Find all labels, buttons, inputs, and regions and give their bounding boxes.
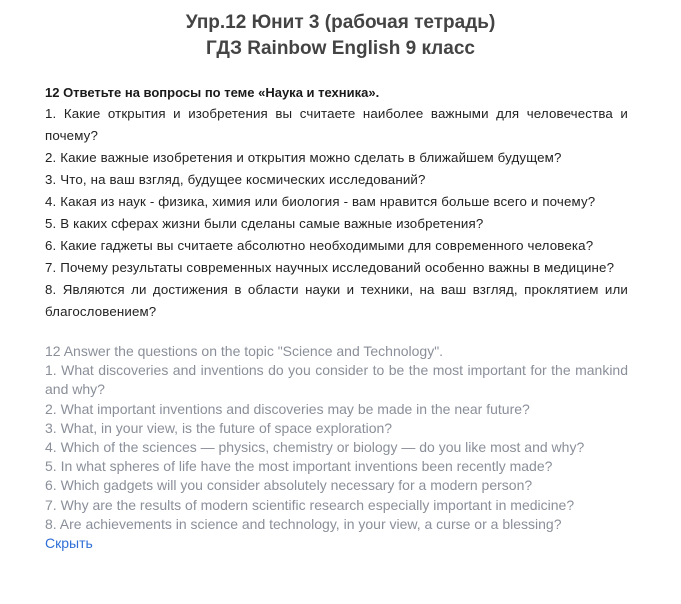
english-task-heading: 12 Answer the questions on the topic "Science and Technology". <box>45 343 444 359</box>
exercise-content <box>45 80 628 553</box>
russian-question: 7. Почему результаты современных научных исследований особенно важны в медицине? <box>45 260 615 275</box>
hide-translation-link[interactable]: Скрыть <box>45 535 93 552</box>
russian-question: 2. Какие важные изобретения и открытия можно сделать в ближайшем будущем? <box>45 150 562 165</box>
english-question: 6. Which gadgets will you consider absolutely necessary for a modern person? <box>45 477 533 494</box>
english-question: 8. Are achievements in science and technology, in your view, a curse or a blessing? <box>45 515 562 532</box>
title-line-1: Упр.12 Юнит 3 (рабочая тетрадь) <box>185 12 496 33</box>
page-title <box>0 10 681 62</box>
english-question: 7. Why are the results of modern scientific research especially important in medicine? <box>45 496 575 513</box>
english-question: 3. What, in your view, is the future of space exploration? <box>45 419 393 436</box>
russian-question-list <box>45 103 628 323</box>
russian-question: 8. Являются ли достижения в области науки и техники, на ваш взгляд, проклятием или благословением? <box>45 282 628 319</box>
russian-question: 4. Какая из наук - физика, химия или биология - вам нравится больше всего и почему? <box>45 194 596 209</box>
title-line-2: ГДЗ Rainbow English 9 класс <box>206 38 475 59</box>
english-question-list <box>45 361 628 534</box>
russian-question: 5. В каких сферах жизни были сделаны самые важные изобретения? <box>45 216 484 231</box>
russian-task-heading: 12 Ответьте на вопросы по теме «Наука и техника». <box>45 85 380 100</box>
russian-question: 1. Какие открытия и изобретения вы считаете наиболее важными для человечества и почему? <box>45 106 628 143</box>
english-question: 4. Which of the sciences — physics, chemistry or biology — do you like most and why? <box>45 439 585 456</box>
russian-question: 3. Что, на ваш взгляд, будущее космических исследований? <box>45 172 426 187</box>
english-translation-block <box>45 342 628 553</box>
english-question: 2. What important inventions and discoveries may be made in the near future? <box>45 400 530 417</box>
english-question: 1. What discoveries and inventions do you consider to be the most important for the mankind and why? <box>45 362 628 398</box>
russian-question: 6. Какие гаджеты вы считаете абсолютно необходимыми для современного человека? <box>45 238 594 253</box>
english-question: 5. In what spheres of life have the most important inventions been recently made? <box>45 458 553 475</box>
